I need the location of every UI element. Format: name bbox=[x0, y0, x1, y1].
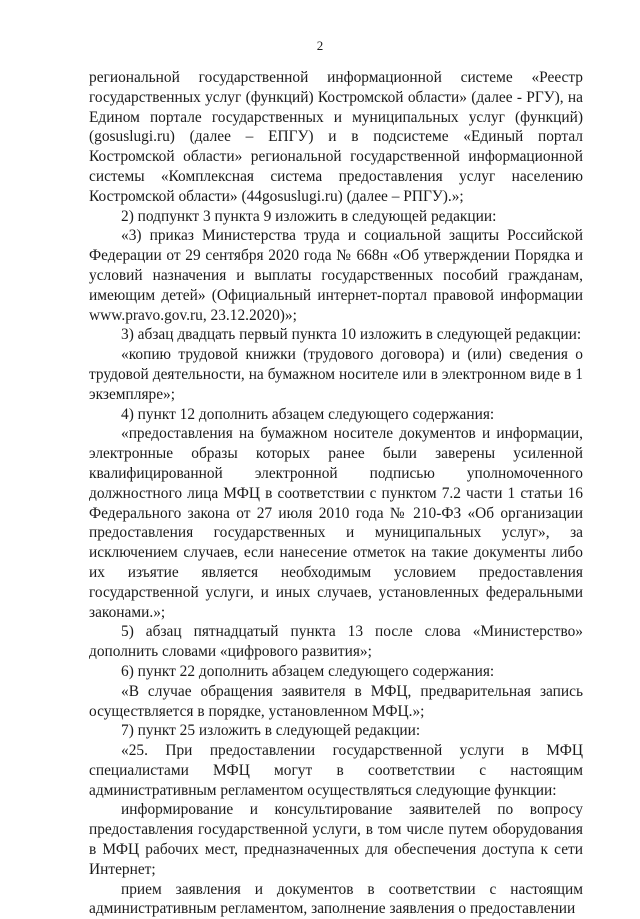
paragraph-item-6: 6) пункт 22 дополнить абзацем следующего содержания: bbox=[121, 662, 495, 680]
paragraph-item-2: 2) подпункт 3 пункта 9 изложить в следующей редакции: bbox=[121, 207, 497, 225]
paragraph-labor-book: «копию трудовой книжки (трудового договора) и (или) сведения о трудовой деятельности, на бумажном носителе или в электронном виде в 1 экземпляре»; bbox=[89, 346, 583, 403]
paragraph-item-25: «25. При предоставлении государственной услуги в МФЦ специалистами МФЦ могут в соответствии с настоящим административным регламентом осуществляться следующие функции: bbox=[89, 742, 583, 799]
page-number: 2 bbox=[316, 38, 324, 53]
paragraph-item-7: 7) пункт 25 изложить в следующей редакции: bbox=[121, 722, 421, 740]
document-body bbox=[89, 68, 583, 919]
paragraph-reception: прием заявления и документов в соответствии с настоящим административным регламентом, заполнение заявления о предоставлении bbox=[89, 880, 583, 918]
paragraph-appointment: «В случае обращения заявителя в МФЦ, предварительная запись осуществляется в порядке, установленном МФЦ.»; bbox=[89, 682, 583, 720]
paragraph-item-3: 3) абзац двадцать первый пункта 10 изложить в следующей редакции: bbox=[121, 326, 582, 344]
paragraph-item-5: 5) абзац пятнадцатый пункта 13 после слова «Министерство» дополнить словами «цифрового развития»; bbox=[89, 623, 583, 661]
paragraph-order-668n: «3) приказ Министерства труда и социальной защиты Российской Федерации от 29 сентября 2020 года № 668н «Об утверждении Порядка и условий назначения и выплаты государственных пособий гражданам, имеющим детей» (Официальный интернет-портал правовой информации www.pravo.gov.ru, 23.12.2020)»; bbox=[89, 227, 583, 324]
paragraph-paper-documents: «предоставления на бумажном носителе документов и информации, электронные образы которых ранее были заверены усиленной квалифицированной электронной подписью уполномоченного должностного лица МФЦ в соответствии с пунктом 7.2 части 1 статьи 16 Федерального закона от 27 июля 2010 года № 210-ФЗ «Об организации предоставления государственных и муниципальных услуг», за исключением случаев, если нанесение отметок на такие документы либо их изъятие является необходимым условием предоставления государственной услуги, и иных случаев, установленных федеральными законами.»; bbox=[89, 425, 583, 621]
paragraph-informing: информирование и консультирование заявителей по вопросу предоставления государственной услуги, в том числе путем оборудования в МФЦ рабочих мест, предназначенных для обеспечения доступа к сети Интернет; bbox=[89, 801, 583, 878]
paragraph-rgu-continuation: региональной государственной информационной системе «Реестр государственных услуг (функций) Костромской области» (далее - РГУ), на Едином портале государственных и муниципальных услуг (функций) (gosuslugi.ru) (далее – ЕПГУ) и в подсистеме «Единый портал Костромской области» региональной государственной информационной системы «Комплексная система предоставления услуг населению Костромской области» (44gosuslugi.ru) (далее – РПГУ).»; bbox=[89, 69, 583, 205]
paragraph-item-4: 4) пункт 12 дополнить абзацем следующего содержания: bbox=[121, 405, 495, 423]
